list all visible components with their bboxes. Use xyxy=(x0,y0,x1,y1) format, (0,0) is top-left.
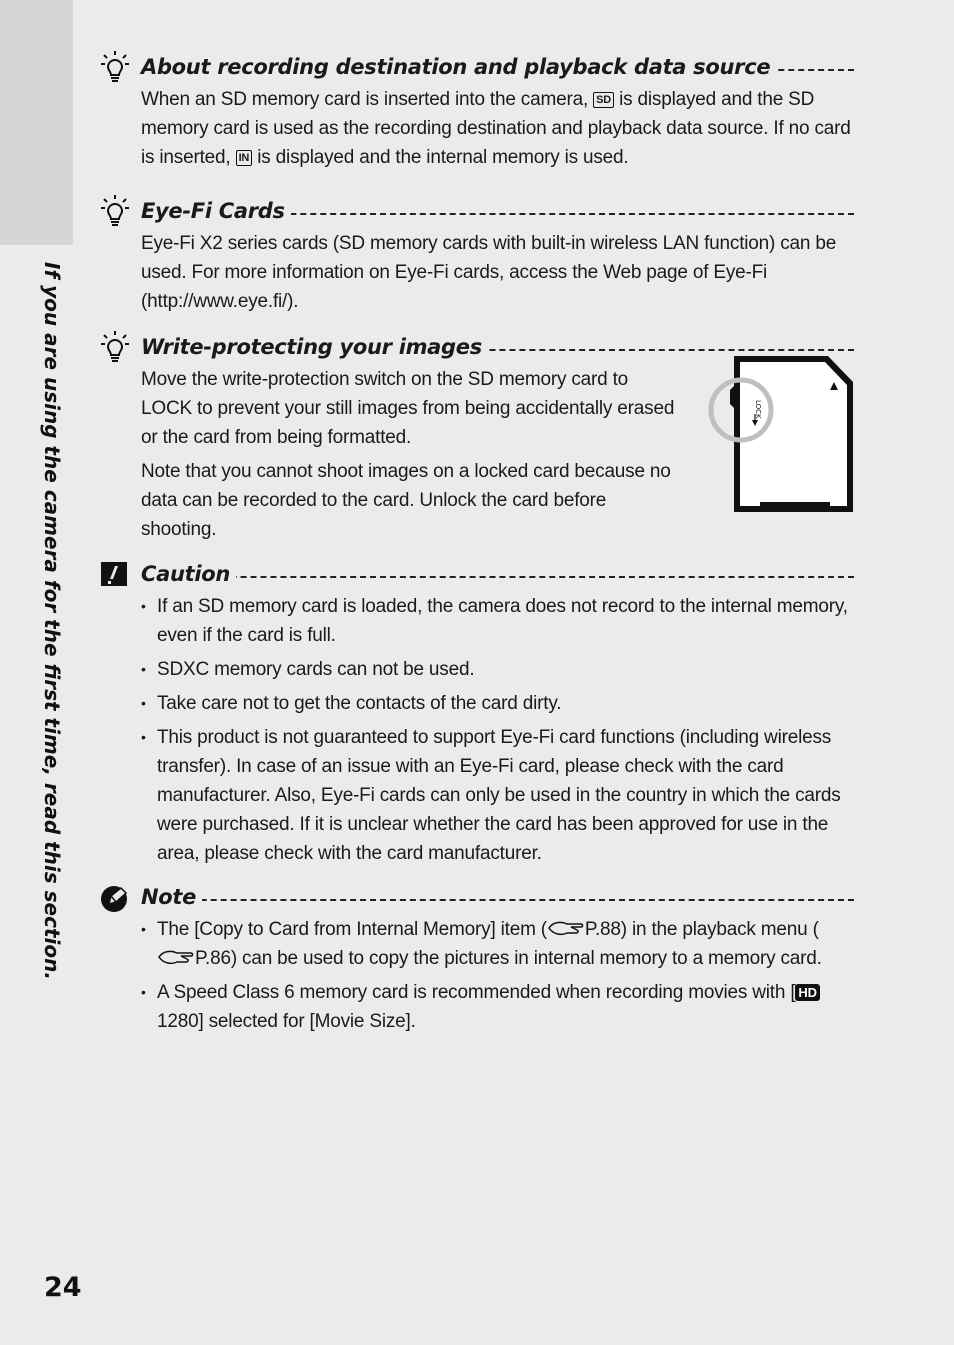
note-list xyxy=(100,915,854,1036)
section-title: Note xyxy=(141,885,202,909)
hd-movie-icon: HD xyxy=(795,984,819,1001)
section-title: About recording destination and playback data source xyxy=(141,55,776,79)
section-recording-destination xyxy=(100,52,854,172)
body-text: Move the write-protection switch on the SD memory card to LOCK to prevent your still images from being accidentally erased or the card from being formatted. xyxy=(141,369,675,448)
section-title: Eye-Fi Cards xyxy=(141,199,291,223)
lock-label: LOCK xyxy=(754,400,762,419)
section-title: Caution xyxy=(141,562,236,586)
list-item: • If an SD memory card is loaded, the camera does not record to the internal memory, even if the card is full. xyxy=(141,592,854,650)
lightbulb-icon xyxy=(100,50,130,84)
dashed-rule xyxy=(141,576,854,578)
section-write-protect xyxy=(100,332,854,544)
section-heading xyxy=(100,52,854,82)
page-number: 24 xyxy=(44,1272,82,1303)
section-heading xyxy=(100,882,854,912)
sd-card-icon: SD xyxy=(593,92,614,108)
body-text: is displayed and the internal memory is used. xyxy=(257,147,629,168)
page-reference: P.88 xyxy=(584,919,621,940)
body-text: is displayed and the SD memory card is used as the recording destination and playback data source. If no card is inserted, xyxy=(141,89,851,168)
lightbulb-icon xyxy=(100,194,130,228)
dashed-rule xyxy=(141,899,854,901)
caution-icon xyxy=(100,557,130,591)
list-item xyxy=(141,915,854,973)
page-reference-icon xyxy=(547,918,585,938)
sd-card-illustration xyxy=(708,352,858,518)
section-body xyxy=(141,85,854,172)
list-item: • Take care not to get the contacts of the card dirty. xyxy=(141,689,854,718)
body-text: A Speed Class 6 memory card is recommended when recording movies with [ xyxy=(157,982,796,1003)
section-note xyxy=(100,882,854,1041)
section-body xyxy=(141,229,854,316)
page-reference: P.86 xyxy=(195,948,231,969)
body-text: When an SD memory card is inserted into the camera, xyxy=(141,89,589,110)
body-text: 1280] selected for [Movie Size]. xyxy=(157,1011,416,1032)
body-text: ) in the playback menu ( xyxy=(620,919,819,940)
body-text: The [Copy to Card from Internal Memory] item ( xyxy=(157,919,547,940)
section-eyefi xyxy=(100,196,854,316)
sidebar-vertical-text: If you are using the camera for the first time, read this section. xyxy=(40,262,64,980)
lightbulb-icon xyxy=(100,330,130,364)
body-text: Eye-Fi X2 series cards (SD memory cards with built-in wireless LAN function) can be used. For more information on Eye-Fi cards, access the Web page of Eye-Fi (http://www.eye.fi/). xyxy=(141,233,837,312)
caution-list xyxy=(100,592,854,868)
internal-memory-icon: IN xyxy=(236,150,253,166)
section-caution xyxy=(100,559,854,873)
body-text: Note that you cannot shoot images on a locked card because no data can be recorded to the card. Unlock the card before shooting. xyxy=(141,461,671,540)
list-item: • SDXC memory cards can not be used. xyxy=(141,655,854,684)
section-heading xyxy=(100,559,854,589)
list-item: • This product is not guaranteed to support Eye-Fi card functions (including wireless transfer). In case of an issue with an Eye-Fi card, please check with the card manufacturer. Also, Eye-Fi cards can only be used in the country in which the cards were purchased. If it is unclear whether the card has been approved for use in the area, please check with the card manufacturer. xyxy=(141,723,854,868)
section-body xyxy=(141,365,681,544)
body-text: ) can be used to copy the pictures in internal memory to a memory card. xyxy=(230,948,822,969)
section-heading xyxy=(100,196,854,226)
list-item xyxy=(141,978,854,1036)
section-title: Write-protecting your images xyxy=(141,335,488,359)
note-pencil-icon xyxy=(100,880,130,914)
page-reference-icon xyxy=(157,947,195,967)
side-tab xyxy=(0,0,73,245)
